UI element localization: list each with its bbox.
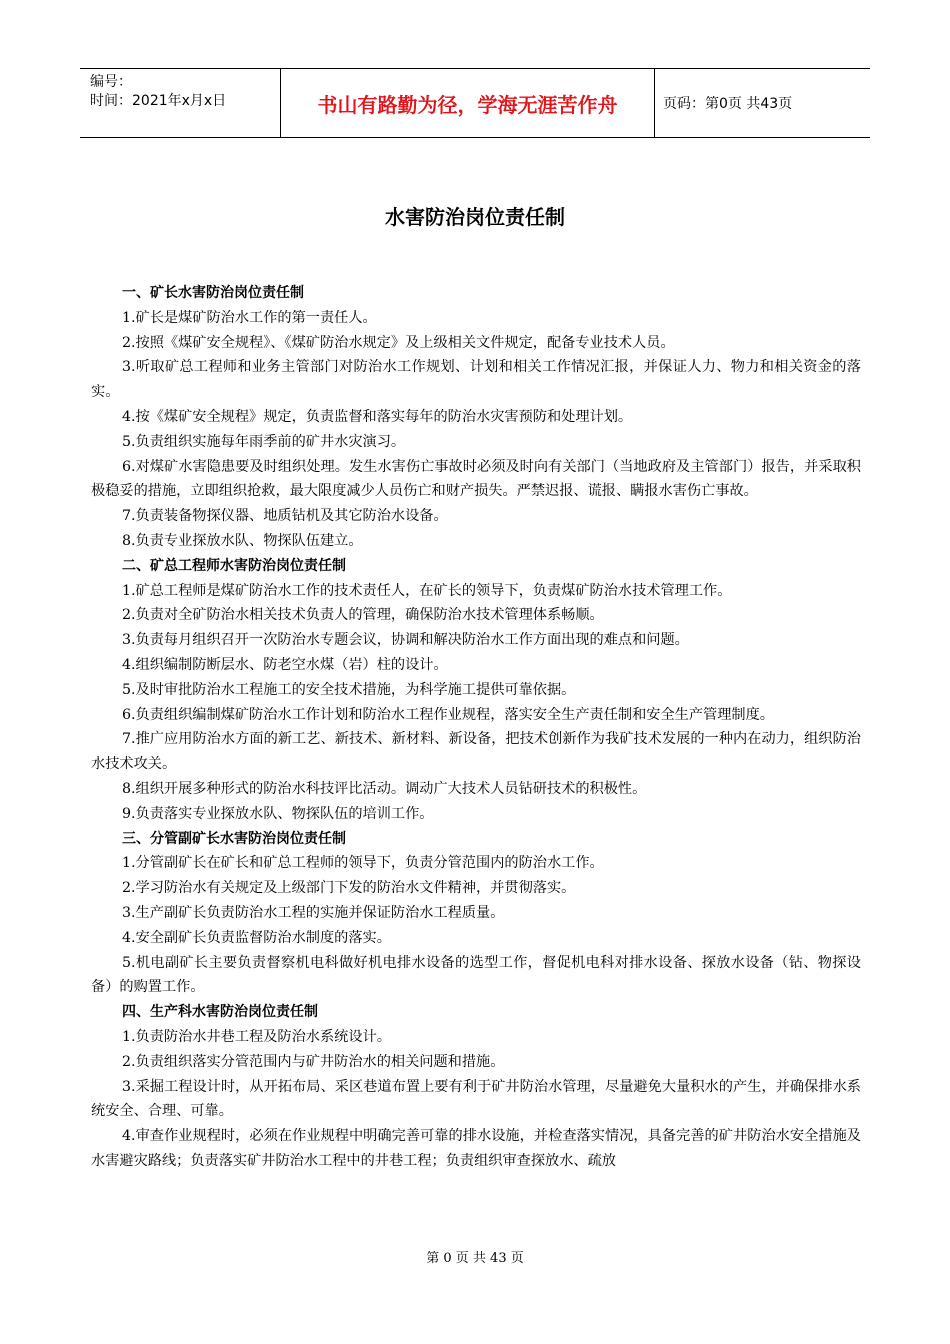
body-paragraph: 4.安全副矿长负责监督防治水制度的落实。 xyxy=(122,929,391,946)
body-paragraph: 5.负责组织实施每年雨季前的矿井水灾演习。 xyxy=(122,433,406,450)
body-paragraph: 2.负责组织落实分管范围内与矿井防治水的相关问题和措施。 xyxy=(122,1053,505,1070)
body-paragraph: 8.负责专业探放水队、物探队伍建立。 xyxy=(122,532,363,549)
body-paragraph: 7.负责装备物探仪器、地质钻机及其它防治水设备。 xyxy=(122,508,448,525)
body-paragraph: 1.负责防治水井巷工程及防治水系统设计。 xyxy=(122,1028,391,1045)
body-paragraph: 4.审查作业规程时，必须在作业规程中明确完善可靠的排水设施，并检查落实情况，具备完善的矿井防治水安全措施及水害避灾路线；负责落实矿井防治水工程中的井巷工程；负责组织审查探放水、疏放 xyxy=(91,1128,861,1169)
body-paragraph: 8.组织开展多种形式的防治水科技评比活动。调动广大技术人员钻研技术的积极性。 xyxy=(122,780,647,797)
time-label: 时间：2021年x月x日 xyxy=(90,93,227,109)
body-paragraph: 3.生产副矿长负责防治水工程的实施并保证防治水工程质量。 xyxy=(122,904,505,921)
header-motto: 书山有路勤为径，学海无涯苦作舟 xyxy=(281,69,655,137)
body-paragraph: 2.按照《煤矿安全规程》、《煤矿防治水规定》及上级相关文件规定，配备专业技术人员。 xyxy=(122,334,675,351)
section-heading: 二、矿总工程师水害防治岗位责任制 xyxy=(122,557,346,574)
body-paragraph: 7.推广应用防治水方面的新工艺、新技术、新材料、新设备，把技术创新作为我矿技术发展的一种内在动力，组织防治水技术攻关。 xyxy=(91,731,861,773)
body-paragraph: 6.负责组织编制煤矿防治水工作计划和防治水工程作业规程，落实安全生产责任制和安全生产管理制度。 xyxy=(122,706,774,723)
body-paragraph: 5.机电副矿长主要负责督察机电科做好机电排水设备的选型工作，督促机电科对排水设备、探放水设备（钻、物探设备）的购置工作。 xyxy=(91,954,861,996)
header-meta xyxy=(80,69,281,137)
body-paragraph: 3.听取矿总工程师和业务主管部门对防治水工作规划、计划和相关工作情况汇报，并保证人力、物力和相关资金的落实。 xyxy=(91,359,861,401)
body-paragraph: 4.组织编制防断层水、防老空水煤（岩）柱的设计。 xyxy=(122,656,448,673)
body-paragraph: 6.对煤矿水害隐患要及时组织处理。发生水害伤亡事故时必须及时向有关部门（当地政府及主管部门）报告，并采取积极稳妥的措施，立即组织抢救，最大限度减少人员伤亡和财产损失。严禁迟报、谎报、瞒报水害伤亡事故。 xyxy=(91,458,861,500)
body-paragraph: 5.及时审批防治水工程施工的安全技术措施，为科学施工提供可靠依据。 xyxy=(122,681,576,698)
body-paragraph: 1.矿总工程师是煤矿防治水工作的技术责任人，在矿长的领导下，负责煤矿防治水技术管理工作。 xyxy=(122,582,732,599)
section-heading: 一、矿长水害防治岗位责任制 xyxy=(122,285,304,301)
section-heading: 四、生产科水害防治岗位责任制 xyxy=(122,1004,318,1021)
body-paragraph: 4.按《煤矿安全规程》规定，负责监督和落实每年的防治水灾害预防和处理计划。 xyxy=(122,408,633,425)
header-table xyxy=(80,68,870,138)
body-paragraph: 2.负责对全矿防治水相关技术负责人的管理，确保防治水技术管理体系畅顺。 xyxy=(122,607,604,624)
body-paragraph: 1.矿长是煤矿防治水工作的第一责任人。 xyxy=(122,309,377,326)
page-footer: 第 0 页 共 43 页 xyxy=(426,1251,524,1266)
body-paragraph: 2.学习防治水有关规定及上级部门下发的防治水文件精神，并贯彻落实。 xyxy=(122,880,576,897)
header-page-info: 页码：第0页 共43页 xyxy=(663,96,793,112)
body-paragraph: 1.分管副矿长在矿长和矿总工程师的领导下，负责分管范围内的防治水工作。 xyxy=(122,855,604,872)
number-label: 编号： xyxy=(90,74,132,90)
document-title: 水害防治岗位责任制 xyxy=(385,205,565,229)
section-heading: 三、分管副矿长水害防治岗位责任制 xyxy=(122,830,346,847)
document-body xyxy=(91,281,861,1174)
body-paragraph: 3.负责每月组织召开一次防治水专题会议，协调和解决防治水工作方面出现的难点和问题。 xyxy=(122,632,689,649)
body-paragraph: 3.采掘工程设计时，从开拓布局、采区巷道布置上要有利于矿井防治水管理，尽量避免大量积水的产生，并确保排水系统安全、合理、可靠。 xyxy=(91,1078,861,1120)
body-paragraph: 9.负责落实专业探放水队、物探队伍的培训工作。 xyxy=(122,805,434,822)
